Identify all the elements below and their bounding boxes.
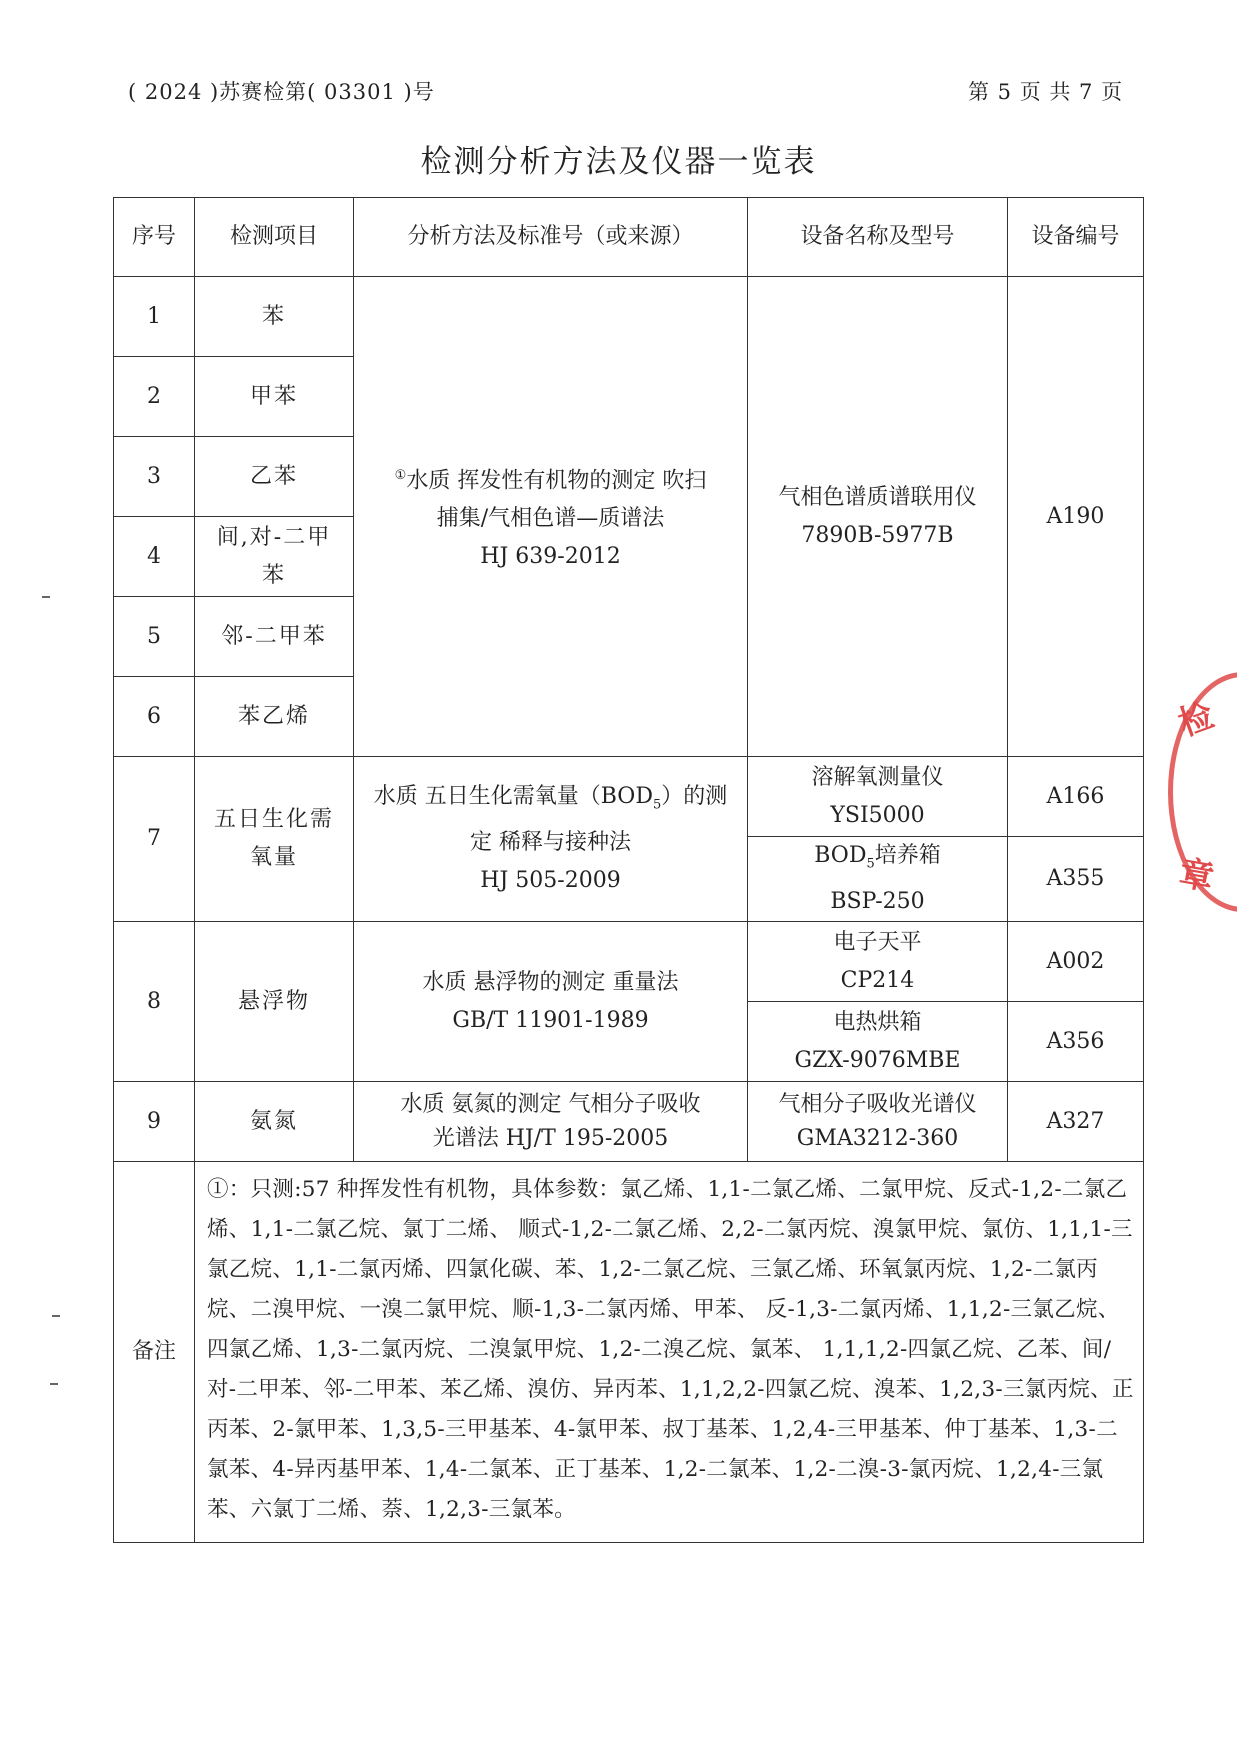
- item-name: [195, 757, 354, 922]
- method-cell: [354, 1082, 748, 1162]
- device-cell: [748, 1082, 1008, 1162]
- row-number: 9: [114, 1082, 195, 1162]
- device-cell: [748, 277, 1008, 757]
- item-name: 悬浮物: [195, 922, 354, 1082]
- table-row: [114, 1082, 1144, 1162]
- report-number: ( 2024 )苏赛检第( 03301 )号: [128, 80, 435, 104]
- method-standard: 光谱法 HJ/T 195-2005: [432, 1125, 669, 1151]
- method-line: 水质 氨氮的测定 气相分子吸收: [400, 1091, 701, 1117]
- device-id: A355: [1008, 837, 1144, 922]
- notes-text: ①：只测:57 种挥发性有机物，具体参数：氯乙烯、1,1-二氯乙烯、二氯甲烷、反式-1,2-二氯乙烯、1,1-二氯乙烷、氯丁二烯、 顺式-1,2-二氯乙烯、2,2-二氯丙烷、溴氯甲烷、氯仿、1,1,1-三氯乙烷、1,1-二氯丙烯、四氯化碳、苯、1,2-二氯乙烷、三氯乙烯、环氧氯丙烷、1,2-二氯丙烷、二溴甲烷、一溴二氯甲烷、顺-1,3-二氯丙烯、甲苯、 反-1,3-二氯丙烯、1,1,2-三氯乙烷、四氯乙烯、1,3-二氯丙烷、二溴氯甲烷、1,2-二溴乙烷、氯苯、 1,1,1,2-四氯乙烷、乙苯、间/对-二甲苯、邻-二甲苯、苯乙烯、溴仿、异丙苯、1,1,2,2-四氯乙烷、溴苯、1,2,3-三氯丙烷、正丙苯、2-氯甲苯、1,3,5-三甲基苯、4-氯甲苯、叔丁基苯、1,2,4-三甲基苯、仲丁基苯、1,3-二氯苯、4-异丙基甲苯、1,4-二氯苯、正丁基苯、1,2-二氯苯、1,2-二溴-3-氯丙烷、1,2,4-三氯苯、六氯丁二烯、萘、1,2,3-三氯苯。: [195, 1162, 1144, 1543]
- scan-mark: [50, 1383, 58, 1385]
- row-number: 5: [114, 597, 195, 677]
- item-name: 间,对-二甲苯: [195, 517, 354, 597]
- row-number: 4: [114, 517, 195, 597]
- device-name: 电子天平: [833, 929, 922, 955]
- header-cell: 设备编号: [1008, 198, 1144, 277]
- subscript: 5: [866, 856, 875, 872]
- method-cell: [354, 922, 748, 1082]
- table-row: [114, 277, 1144, 357]
- device-model: YSI5000: [830, 802, 925, 828]
- device-id: A327: [1008, 1082, 1144, 1162]
- table-row: [114, 922, 1144, 1002]
- notes-label: 备注: [114, 1162, 195, 1543]
- page-number: 第 5 页 共 7 页: [968, 80, 1124, 104]
- method-text: 水质 挥发性有机物的测定 吹扫: [406, 468, 707, 494]
- device-id: A002: [1008, 922, 1144, 1002]
- device-name: 气相色谱质谱联用仪: [778, 484, 977, 510]
- item-name: 乙苯: [195, 437, 354, 517]
- device-cell: [748, 837, 1008, 922]
- device-id: A166: [1008, 757, 1144, 837]
- table-row: [114, 757, 1144, 837]
- device-id: A190: [1008, 277, 1144, 757]
- device-name: 气相分子吸收光谱仪: [778, 1091, 977, 1117]
- item-name: 邻-二甲苯: [195, 597, 354, 677]
- device-id: A356: [1008, 1002, 1144, 1082]
- row-number: 2: [114, 357, 195, 437]
- footnote-marker: ①: [394, 467, 407, 483]
- device-model: 7890B-5977B: [801, 522, 954, 548]
- header-cell: 分析方法及标准号（或来源）: [354, 198, 748, 277]
- device-model: GZX-9076MBE: [794, 1047, 961, 1073]
- row-number: 1: [114, 277, 195, 357]
- method-standard: HJ 505-2009: [480, 868, 621, 894]
- method-cell: [354, 277, 748, 757]
- seal-text: 章: [1176, 853, 1217, 899]
- header-cell: 序号: [114, 198, 195, 277]
- row-number: 3: [114, 437, 195, 517]
- method-cell: [354, 757, 748, 922]
- methods-table: [113, 197, 1144, 1543]
- scan-mark: [42, 596, 50, 598]
- item-name-line: 氧量: [249, 845, 298, 871]
- item-name: 苯: [195, 277, 354, 357]
- subscript: 5: [652, 797, 662, 813]
- method-line: 定 稀释与接种法: [470, 830, 631, 856]
- row-number: 8: [114, 922, 195, 1082]
- device-cell: [748, 922, 1008, 1002]
- device-name-text: 培养箱: [874, 843, 941, 868]
- method-line: [360, 778, 741, 824]
- method-text: 水质 五日生化需氧量（BOD: [373, 784, 653, 809]
- device-model: CP214: [840, 967, 915, 993]
- item-name: 氨氮: [195, 1082, 354, 1162]
- device-name-text: BOD: [814, 843, 867, 868]
- device-model: BSP-250: [830, 889, 925, 915]
- method-text: ）的测: [661, 784, 728, 809]
- header-cell: 检测项目: [195, 198, 354, 277]
- item-name: 苯乙烯: [195, 677, 354, 757]
- method-standard: HJ 639-2012: [480, 544, 621, 570]
- row-number: 6: [114, 677, 195, 757]
- device-model: GMA3212-360: [796, 1125, 959, 1151]
- table-header-row: [114, 198, 1144, 277]
- item-name: 甲苯: [195, 357, 354, 437]
- method-standard: GB/T 11901-1989: [452, 1007, 649, 1033]
- seal-text: 检: [1173, 695, 1220, 745]
- device-name: [754, 837, 1001, 883]
- method-line: 捕集/气相色谱—质谱法: [436, 506, 665, 532]
- notes-row: [114, 1162, 1144, 1543]
- device-cell: [748, 757, 1008, 837]
- device-name: 电热烘箱: [833, 1009, 922, 1035]
- device-cell: [748, 1002, 1008, 1082]
- method-line: 水质 悬浮物的测定 重量法: [422, 969, 679, 995]
- scan-mark: [52, 1315, 60, 1317]
- item-name-line: 五日生化需: [213, 807, 334, 833]
- method-line: [360, 457, 741, 500]
- page-title: 检测分析方法及仪器一览表: [420, 144, 817, 180]
- row-number: 7: [114, 757, 195, 922]
- device-name: 溶解氧测量仪: [811, 764, 944, 790]
- header-cell: 设备名称及型号: [748, 198, 1008, 277]
